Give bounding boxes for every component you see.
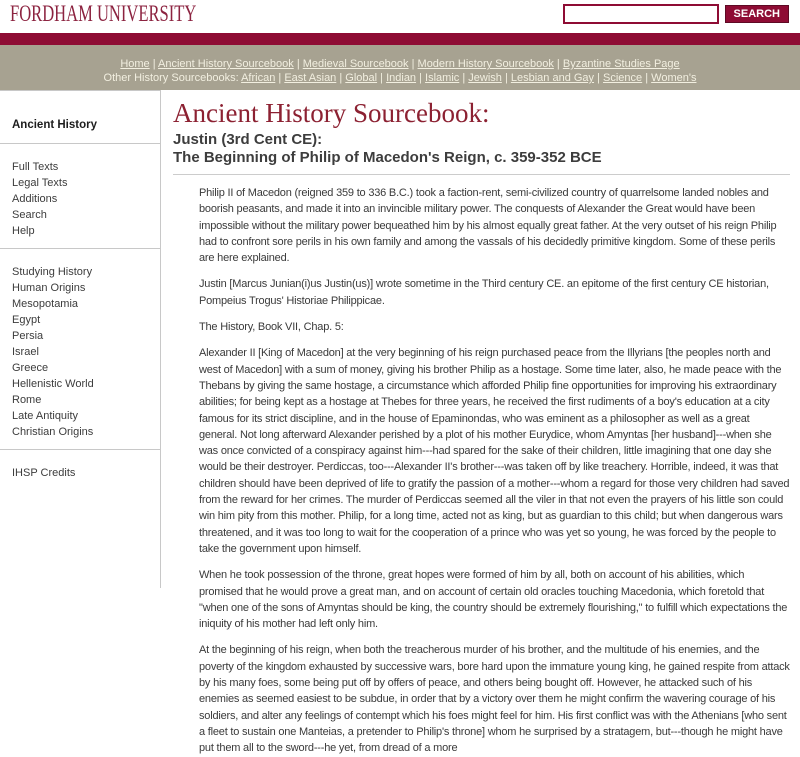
sidebar-item-help[interactable]: Help [12,225,35,237]
nav-link-east-asian[interactable]: East Asian [284,72,337,84]
nav-link-indian[interactable]: Indian [386,72,417,84]
topnav-secondary-row [0,72,800,85]
sidebar-item-studying-history[interactable]: Studying History [12,266,93,278]
search-button[interactable]: SEARCH [725,5,789,23]
sidebar-item-search[interactable]: Search [12,209,47,221]
sidebar-section [0,450,160,490]
nav-link-byzantine-studies-page[interactable]: Byzantine Studies Page [562,58,680,70]
title-divider [173,174,790,175]
article-paragraph: Justin [Marcus Junian(i)us Justin(us)] wrote sometime in the Third century CE. an epitome of the first century CE historian, Pompeius Trogus' Historiae Philippicae. [199,278,769,307]
sidebar-item-full-texts[interactable]: Full Texts [12,161,59,173]
article-subtitle-line1: Justin (3rd Cent CE): [173,131,323,148]
sidebar-item-human-origins[interactable]: Human Origins [12,282,86,294]
sidebar-item-hellenistic-world[interactable]: Hellenistic World [12,378,94,390]
sidebar-heading-ancient-history: Ancient History [0,91,160,144]
article-subtitle [173,131,790,167]
maroon-divider-bar [0,33,800,45]
sidebar-item-late-antiquity[interactable]: Late Antiquity [12,410,79,422]
sidebar-item-persia[interactable]: Persia [12,330,44,342]
nav-link-science[interactable]: Science [603,72,643,84]
search-area [563,4,789,24]
nav-separator: | [594,72,604,84]
sidebar-section [0,144,160,249]
sidebar [0,90,161,588]
nav-separator: | [416,72,426,84]
nav-separator: | [501,72,511,84]
nav-link-modern-history-sourcebook[interactable]: Modern History Sourcebook [417,58,554,70]
sidebar-item-israel[interactable]: Israel [12,346,39,358]
article-paragraph: The History, Book VII, Chap. 5: [199,321,344,334]
article-subtitle-line2: The Beginning of Philip of Macedon's Reign, c. 359-352 BCE [173,149,602,166]
page-header [0,0,800,33]
nav-link-women-s[interactable]: Women's [651,72,697,84]
sidebar-sections [0,144,160,490]
content-layout [0,90,800,755]
topnav-primary [0,58,800,71]
article-paragraph: Philip II of Macedon (reigned 359 to 336 B.C.) took a faction-rent, semi-civilized country of quarrelsome landed nobles and boorish peasants, and made it into an invincible military power. The conquests of Alexander the Great would have been impossible without the military power bequeathed him by his almost equally great father. At the very outset of his reign Philip had to confront sore perils in his own family and among the vassals of his decidedly primitive kingdom. Some of these perils are here explained. [199,187,777,265]
nav-link-ancient-history-sourcebook[interactable]: Ancient History Sourcebook [158,58,294,70]
nav-separator: | [459,72,469,84]
topnav-secondary-prefix: Other History Sourcebooks: [103,72,239,84]
sidebar-item-legal-texts[interactable]: Legal Texts [12,177,68,189]
sidebar-item-christian-origins[interactable]: Christian Origins [12,426,94,438]
nav-separator: | [642,72,652,84]
nav-separator: | [275,72,285,84]
nav-link-medieval-sourcebook[interactable]: Medieval Sourcebook [302,58,409,70]
nav-link-home[interactable]: Home [120,58,150,70]
sidebar-item-ihsp-credits[interactable]: IHSP Credits [12,467,76,479]
sidebar-item-mesopotamia[interactable]: Mesopotamia [12,298,79,310]
sidebar-section [0,249,160,450]
nav-separator: | [377,72,387,84]
nav-link-african[interactable]: African [241,72,276,84]
sidebar-item-egypt[interactable]: Egypt [12,314,41,326]
article-paragraph: At the beginning of his reign, when both the treacherous murder of his brother, and the multitude of his enemies, and the poverty of the kingdom exhausted by successive wars, bore hard upon the immature young king, he gained respite from attack by his many foes, some being put off by offers of peace, and others being bought off. However, he attacked such of his enemies as seemed easiest to be subdue, in order that by a victory over them he might confirm the wavering courage of his soldiers, and alter any feelings of contempt which his foes might feel for him. His first conflict was with the Athenians [who sent a fleet to sustain one Manteias, a pretender to Philip's throne] whom he surprised by a stratagem, but---though he might have put them all to the sword---he yet, from dread of a more [199,644,790,755]
sidebar-item-additions[interactable]: Additions [12,193,58,205]
nav-separator: | [408,58,418,70]
nav-separator: | [336,72,346,84]
nav-separator: | [149,58,159,70]
nav-link-jewish[interactable]: Jewish [468,72,502,84]
topnav-secondary [241,72,696,84]
nav-separator: | [293,58,303,70]
nav-link-lesbian-and-gay[interactable]: Lesbian and Gay [510,72,595,84]
article-paragraph: When he took possession of the throne, great hopes were formed of him by all, both on account of his abilities, which promised that he would prove a great man, and on account of certain old oracles touching Macedonia, which foretold that "when one of the sons of Amyntas should be king, the country should be extremely flourishing," to fulfill which expectations the iniquity of his mother had left only him. [199,569,788,631]
main-content [161,90,800,755]
nav-link-global[interactable]: Global [345,72,378,84]
nav-link-islamic[interactable]: Islamic [425,72,460,84]
sidebar-item-greece[interactable]: Greece [12,362,49,374]
article-paragraph: Alexander II [King of Macedon] at the very beginning of his reign purchased peace from the Illyrians [the peoples north and west of Macedon] with a sum of money, giving his brother Philip as a hostage. Some time later, also, he made peace with the Thebans by giving the same hostage, a circumstance which afforded Philip fine opportunities for improving his extraordinary abilities; for being kept as a hostage at Thebes for three years, he received the first rudiments of a boy's education at a city famous for its strict discipline, and in the house of Epaminondas, who was eminent as a philosopher as well as a great general. Not long afterward Alexander perished by a plot of his mother Eurydice, whom Amyntas [her husband]---when she was once convicted of a conspiracy against him---had spared for the sake of their children, little imagining that one day she would be their destroyer. Perdiccas, too---Alexander II's brother---was taken off by like treachery. Horrible, indeed, it was that children should have been deprived of life to gratify the passion of a mother---whom a regard for those very children had saved from the reward for her crimes. The murder of Perdiccas seemed all the viler in that not even the prayers of his little son could win him pity from this mother. Philip, for a long time, acted not as king, but as guardian to this child; but when dangerous wars threatened, and it was too long to wait for the cooperation of a prince who was yet so young, he was forced by the people to take the government upon himself. [199,347,790,555]
page-title: Ancient History Sourcebook: [173,98,490,128]
nav-separator: | [553,58,563,70]
fordham-university-logo: FORDHAM UNIVERSITY [10,1,197,26]
top-navigation [0,45,800,90]
search-input[interactable] [563,4,719,24]
article-paragraphs [199,185,790,757]
sidebar-item-rome[interactable]: Rome [12,394,42,406]
